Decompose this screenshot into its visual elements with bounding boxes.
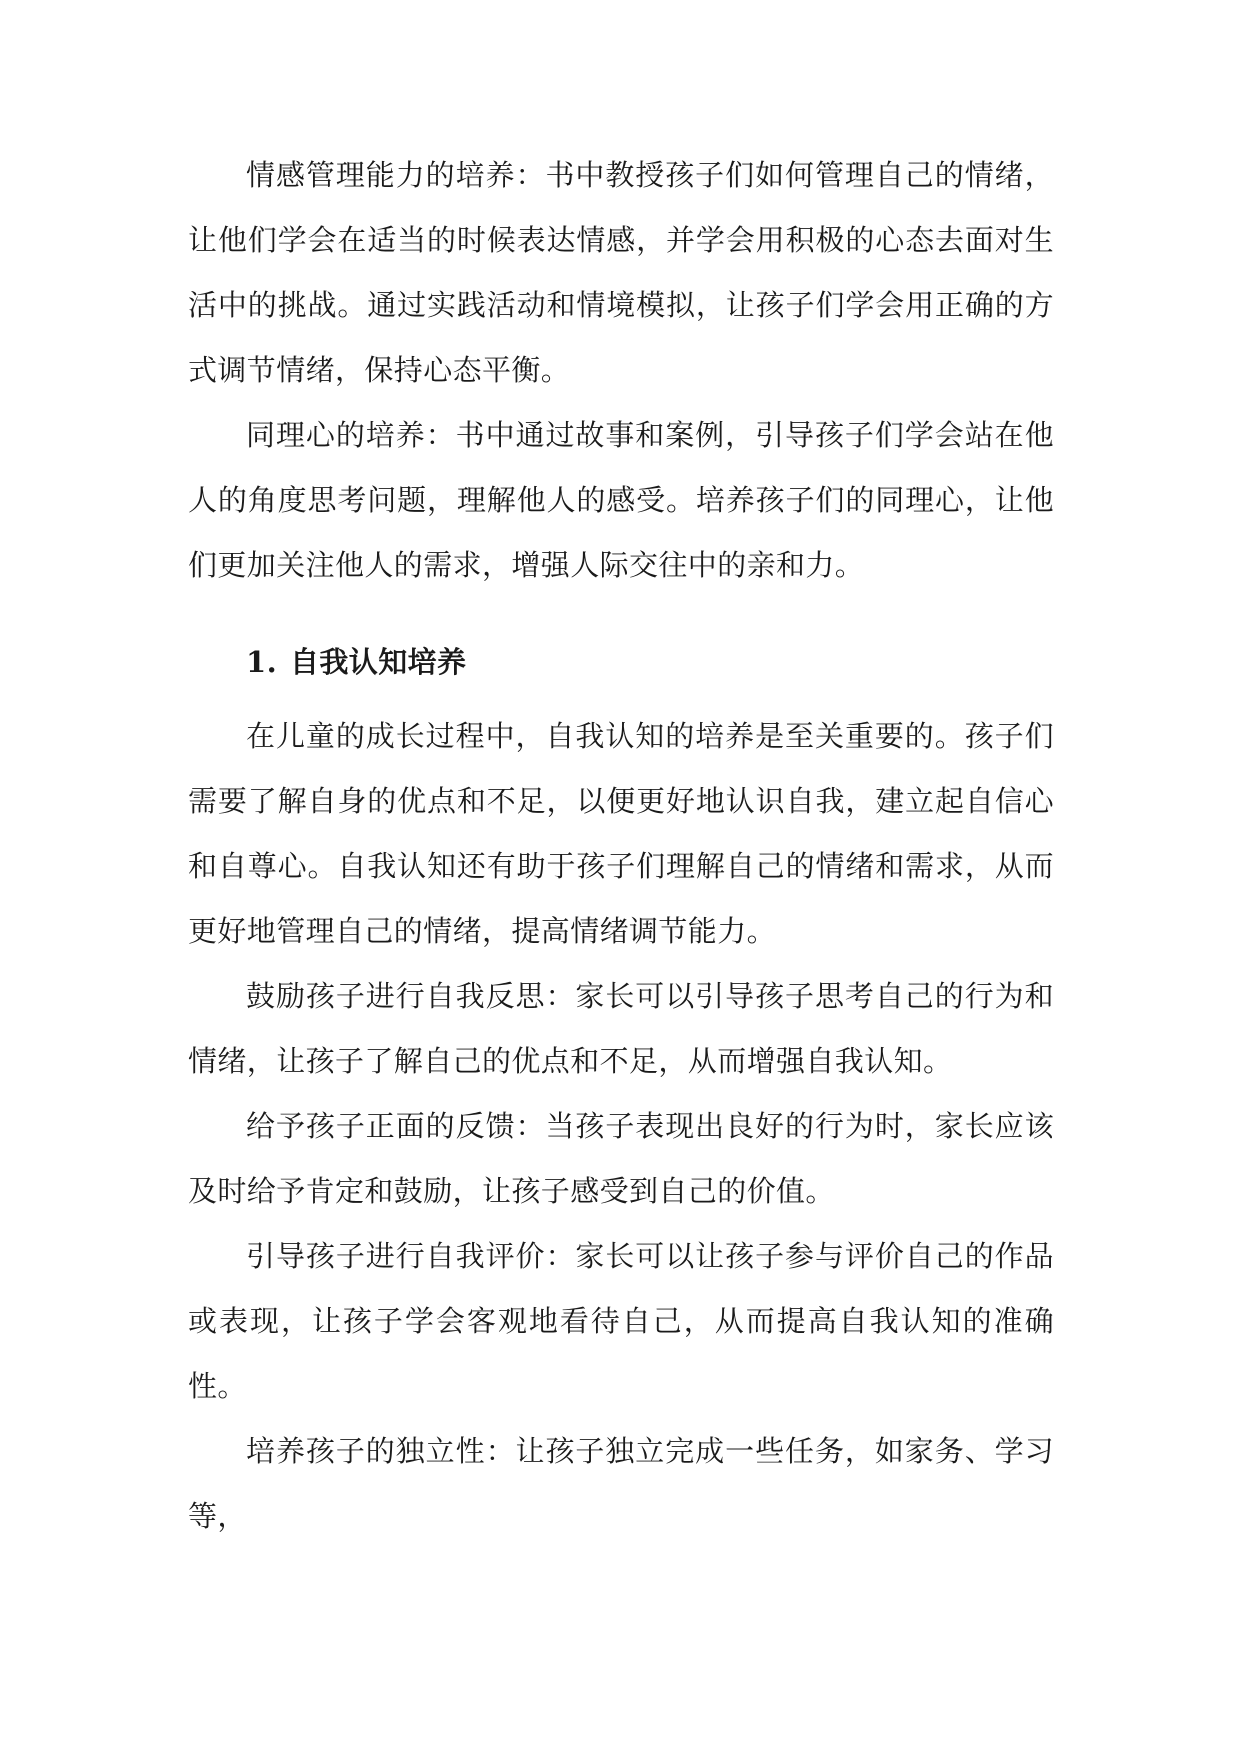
paragraph-self-awareness-intro: 在儿童的成长过程中，自我认知的培养是至关重要的。孩子们需要了解自身的优点和不足，以便更好地认识自我，建立起自信心和自尊心。自我认知还有助于孩子们理解自己的情绪和需求，从而更好地管理自己的情绪，提高情绪调节能力。 [188,719,1054,948]
paragraph-positive-feedback: 给予孩子正面的反馈：当孩子表现出良好的行为时，家长应该及时给予肯定和鼓励，让孩子感受到自己的价值。 [188,1109,1054,1208]
paragraph-emotion-management: 情感管理能力的培养：书中教授孩子们如何管理自己的情绪，让他们学会在适当的时候表达情感，并学会用积极的心态去面对生活中的挑战。通过实践活动和情境模拟，让孩子们学会用正确的方式调节情绪，保持心态平衡。 [188,158,1054,387]
paragraph-empathy: 同理心的培养：书中通过故事和案例，引导孩子们学会站在他人的角度思考问题，理解他人的感受。培养孩子们的同理心，让他们更加关注他人的需求，增强人际交往中的亲和力。 [188,418,1054,582]
document-body [188,143,1054,1549]
section-number: 1. [246,645,278,679]
section-title: 自我认知培养 [290,645,467,679]
section-heading [188,620,1054,704]
paragraph-self-reflection: 鼓励孩子进行自我反思：家长可以引导孩子思考自己的行为和情绪，让孩子了解自己的优点和不足，从而增强自我认知。 [188,979,1054,1078]
paragraph-self-evaluation: 引导孩子进行自我评价：家长可以让孩子参与评价自己的作品或表现，让孩子学会客观地看待自己，从而提高自我认知的准确性。 [188,1239,1054,1403]
paragraph-independence: 培养孩子的独立性：让孩子独立完成一些任务，如家务、学习等， [188,1434,1054,1533]
